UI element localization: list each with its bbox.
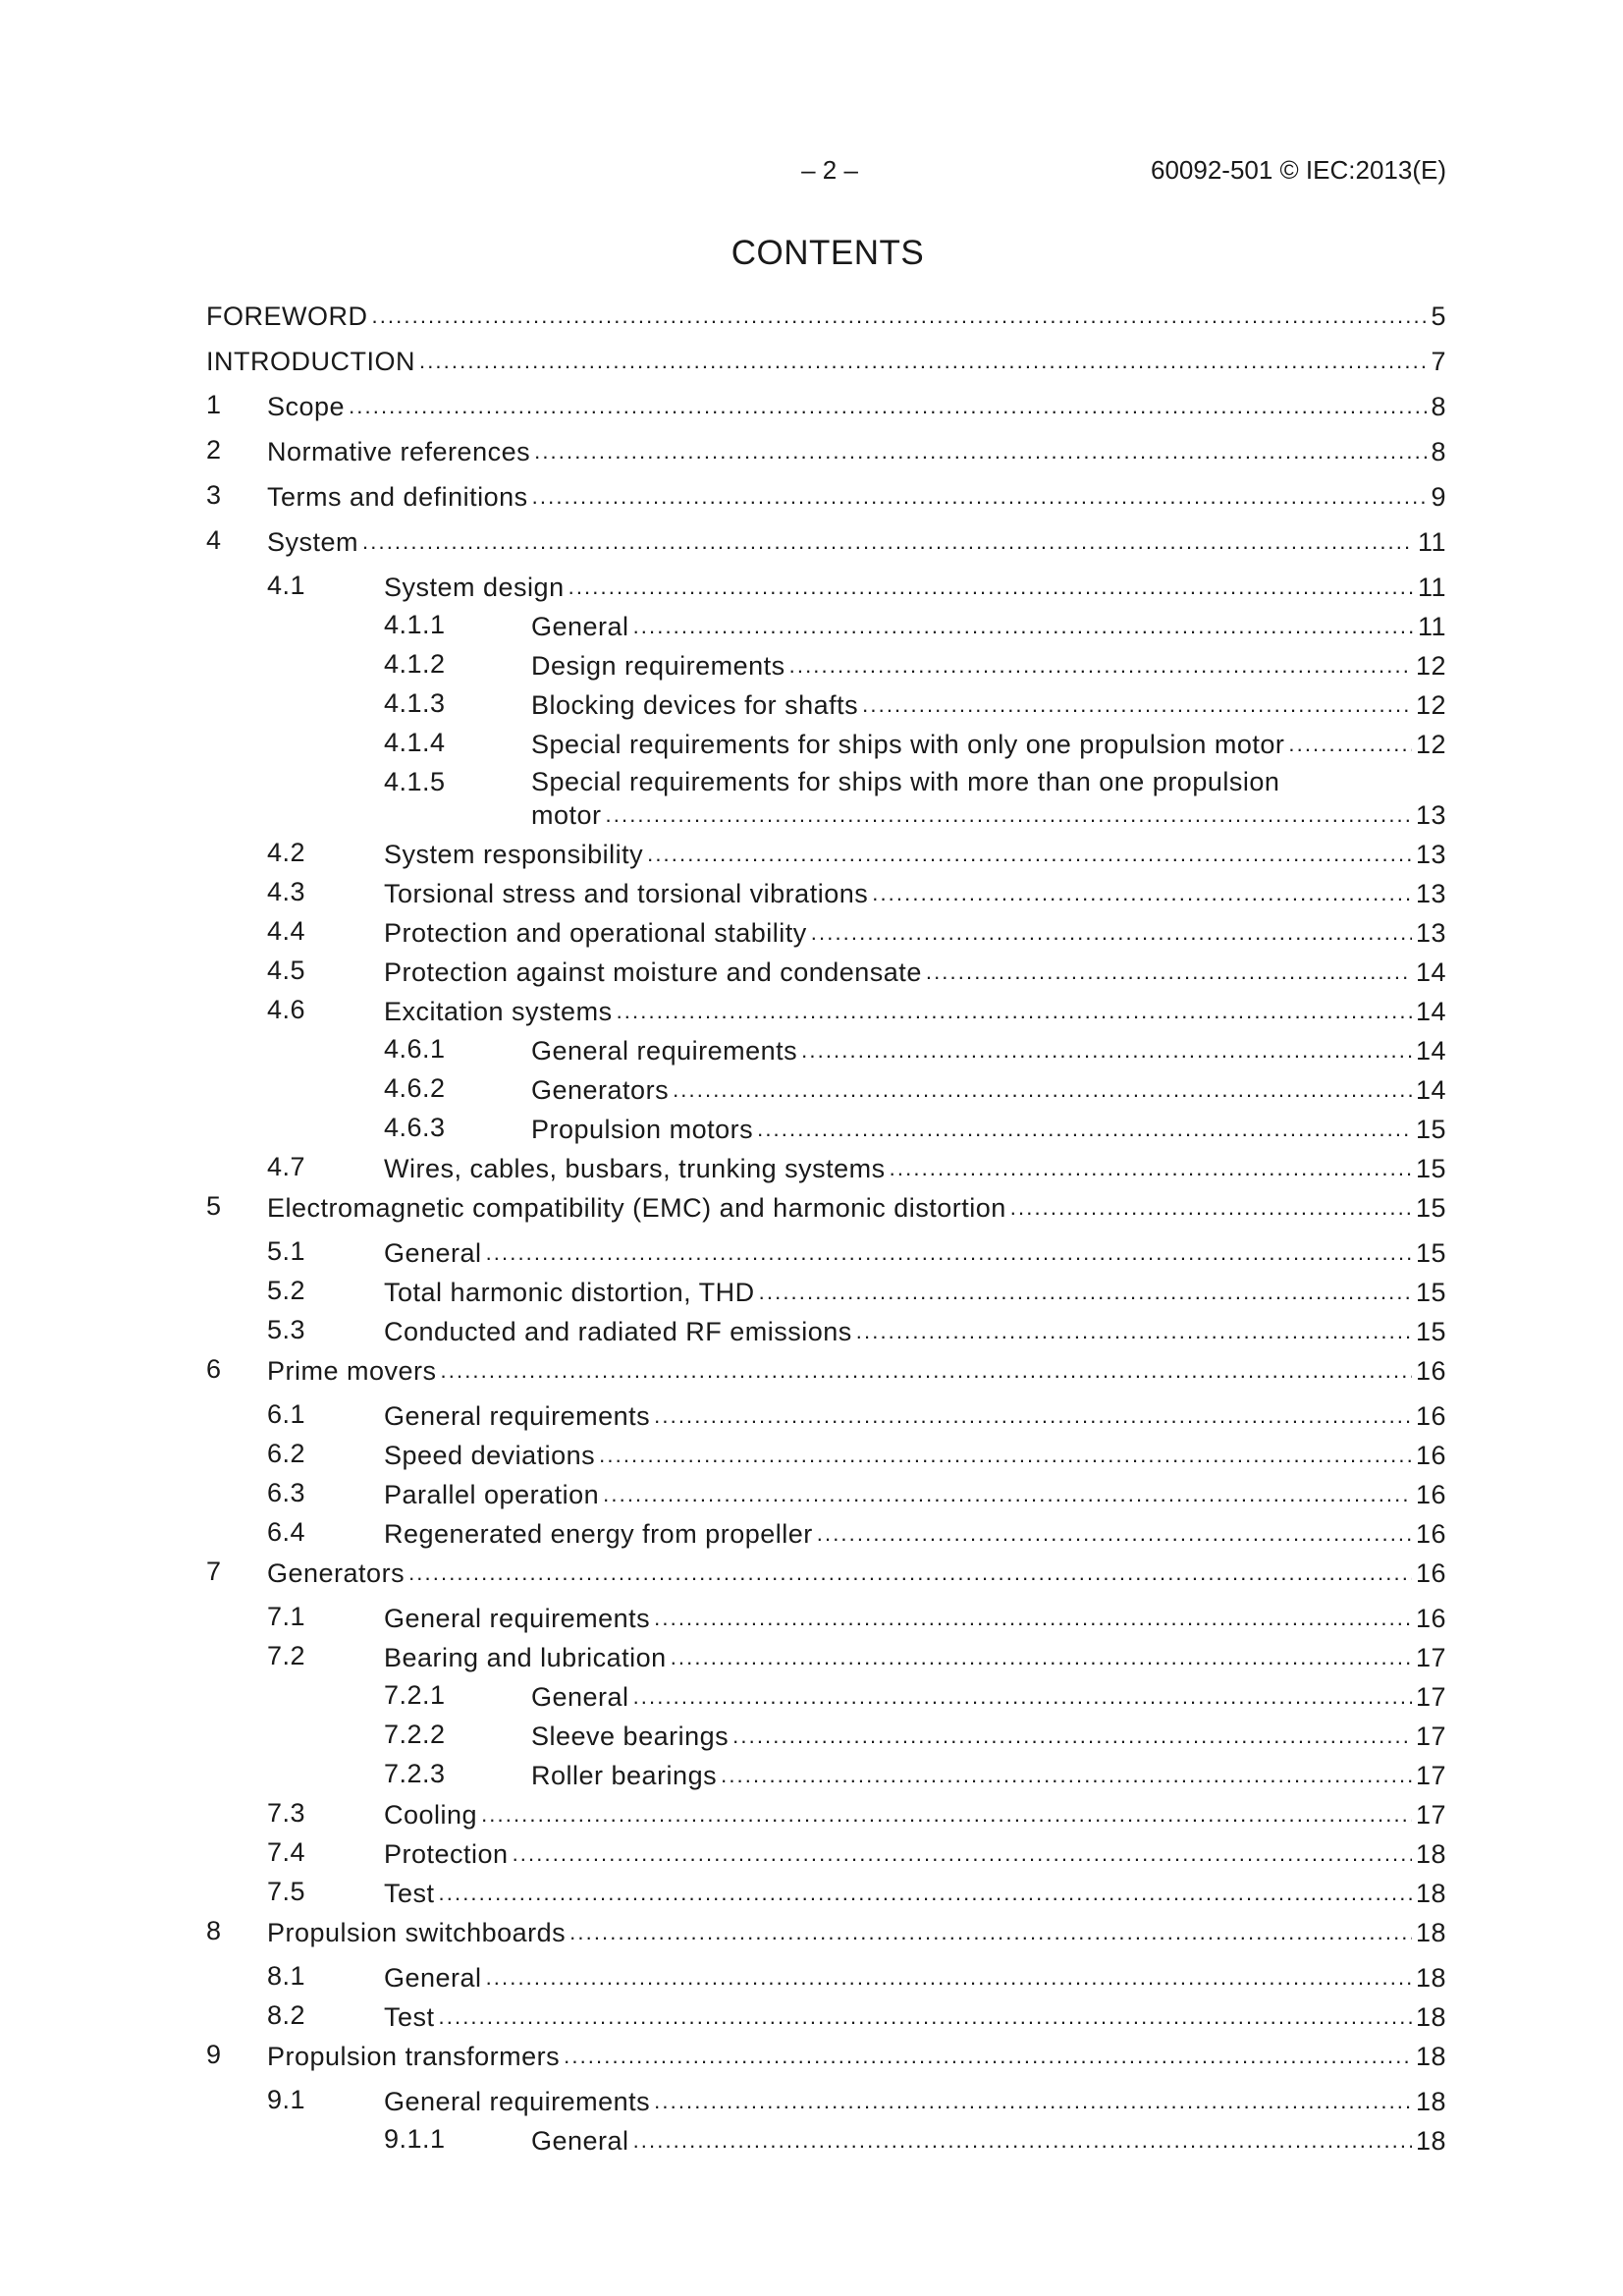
dot-leader [817, 1516, 1412, 1550]
toc-entry-number: 4.1.2 [384, 649, 446, 679]
toc-entry-page: 18 [1415, 1839, 1446, 1869]
document-reference: 60092-501 © IEC:2013(E) [1150, 155, 1446, 185]
page-title: CONTENTS [730, 234, 925, 272]
toc-entry-number: 5.2 [267, 1276, 306, 1305]
dot-leader [801, 1033, 1412, 1066]
toc-entry-number: 5 [206, 1191, 222, 1221]
toc-entry-page: 18 [1415, 1963, 1446, 1993]
dot-leader [633, 2123, 1412, 2157]
toc-entry-title: Blocking devices for shafts [531, 690, 859, 720]
toc-entry-title: System design [384, 573, 565, 602]
toc-entry-page: 13 [1415, 879, 1446, 908]
toc-entry-number: 6.2 [267, 1439, 306, 1468]
toc-entry-page: 8 [1431, 437, 1446, 466]
toc-entry-title: Special requirements for ships with more than one propulsion [531, 767, 1280, 796]
toc-entry-page: 15 [1415, 1278, 1446, 1307]
dot-leader [486, 1960, 1412, 1994]
dot-leader [633, 609, 1414, 642]
toc-entry-page: 17 [1415, 1761, 1446, 1790]
toc-entry-page: 18 [1415, 2087, 1446, 2116]
toc-entry-title: Speed deviations [384, 1441, 596, 1470]
dot-leader [349, 389, 1427, 422]
toc-entry-number: 4.1.5 [384, 767, 446, 796]
toc-entry-page: 16 [1415, 1441, 1446, 1470]
toc-entry-title: General requirements [384, 1604, 651, 1633]
toc-entry-title: Excitation systems [384, 997, 613, 1026]
dot-leader [481, 1797, 1412, 1831]
toc-entry-number: 9 [206, 2040, 222, 2069]
toc-entry-number: 8.1 [267, 1961, 306, 1991]
toc-entry-title: General [531, 2126, 629, 2156]
dot-leader [408, 1556, 1412, 1589]
toc-entry-page: 12 [1415, 730, 1446, 759]
toc-entry-title: Parallel operation [384, 1480, 600, 1509]
toc-entry-title: Roller bearings [531, 1761, 718, 1790]
toc-entry-page: 16 [1415, 1519, 1446, 1549]
toc-entry-page: 8 [1431, 392, 1446, 421]
dot-leader [811, 915, 1412, 949]
toc-entry-page: 16 [1415, 1558, 1446, 1588]
toc-entry-page: 5 [1431, 301, 1446, 331]
toc-entry-title: Wires, cables, busbars, trunking systems [384, 1154, 886, 1183]
dot-leader [671, 1640, 1412, 1673]
toc-entry-page: 11 [1417, 573, 1446, 602]
toc-entry-title: Propulsion motors [531, 1115, 754, 1144]
toc-entry-number: 6.1 [267, 1399, 306, 1429]
toc-entry-number: 4.6.1 [384, 1034, 446, 1064]
toc-entry-number: 6 [206, 1354, 222, 1384]
toc-entry-page: 11 [1417, 527, 1446, 557]
dot-leader [439, 1876, 1412, 1909]
toc-entry-page: 13 [1415, 800, 1446, 830]
toc-entry-page: 15 [1415, 1317, 1446, 1346]
toc-entry-title: Test [384, 2002, 435, 2032]
dot-leader [862, 687, 1412, 721]
toc-entry-number: 4.5 [267, 956, 306, 985]
dot-leader [654, 1601, 1412, 1634]
toc-entry-number: 7.3 [267, 1798, 306, 1828]
toc-entry-number: 7.1 [267, 1602, 306, 1631]
dot-leader [568, 570, 1414, 603]
toc-entry-page: 16 [1415, 1356, 1446, 1386]
toc-entry-page: 15 [1415, 1115, 1446, 1144]
dot-leader [599, 1438, 1412, 1471]
toc-entry-number: 2 [206, 435, 222, 465]
toc-entry-number: 4.4 [267, 916, 306, 946]
dot-leader [439, 1999, 1412, 2033]
toc-entry-number: 8.2 [267, 2000, 306, 2030]
toc-entry-page: 14 [1415, 1036, 1446, 1066]
toc-entry-page: 18 [1415, 1918, 1446, 1947]
toc-entry-title: Electromagnetic compatibility (EMC) and harmonic distortion [267, 1193, 1006, 1223]
toc-entry-title: Conducted and radiated RF emissions [384, 1317, 852, 1346]
dot-leader [606, 797, 1412, 831]
toc-entry-title: Torsional stress and torsional vibrations [384, 879, 869, 908]
toc-entry-page: 16 [1415, 1401, 1446, 1431]
toc-entry-title: General [531, 1682, 629, 1712]
dot-leader [789, 648, 1412, 682]
toc-entry-title: Generators [267, 1558, 406, 1588]
toc-entry-page: 15 [1415, 1193, 1446, 1223]
dot-leader [532, 479, 1428, 513]
dot-leader [513, 1836, 1412, 1870]
dot-leader [569, 1915, 1412, 1948]
toc-entry-title: Generators [531, 1075, 670, 1105]
toc-entry-number: 9.1 [267, 2085, 306, 2114]
dot-leader [647, 837, 1412, 870]
page-number: – 2 – [801, 155, 858, 185]
dot-leader [617, 994, 1412, 1027]
toc-entry-page: 16 [1415, 1604, 1446, 1633]
toc-entry-page: 17 [1415, 1682, 1446, 1712]
dot-leader [673, 1072, 1412, 1106]
toc-entry-title-continued: motor [531, 800, 602, 830]
toc-entry-page: 7 [1431, 347, 1446, 376]
toc-entry-number: 7.2 [267, 1641, 306, 1670]
toc-entry-number: 7.2.3 [384, 1759, 446, 1788]
toc-entry-number: 4.1.3 [384, 688, 446, 718]
toc-entry-number: 4.6.2 [384, 1073, 446, 1103]
toc-entry-title: Design requirements [531, 651, 785, 681]
toc-entry-page: 13 [1415, 918, 1446, 948]
toc-entry-title: Terms and definitions [267, 482, 528, 512]
toc-entry-title: General requirements [384, 2087, 651, 2116]
dot-leader [890, 1151, 1412, 1184]
toc-entry-title: INTRODUCTION [206, 347, 415, 376]
toc-entry-title: Total harmonic distortion, THD [384, 1278, 755, 1307]
toc-entry-title: Scope [267, 392, 346, 421]
dot-leader [757, 1112, 1412, 1145]
dot-leader [721, 1758, 1412, 1791]
toc-entry-title: FOREWORD [206, 301, 368, 331]
toc-entry-page: 17 [1415, 1722, 1446, 1751]
toc-entry-number: 4.6 [267, 995, 306, 1024]
toc-entry-number: 8 [206, 1916, 222, 1945]
toc-entry-number: 4.3 [267, 877, 306, 906]
toc-entry-number: 6.4 [267, 1517, 306, 1547]
dot-leader [654, 1398, 1412, 1432]
dot-leader [362, 524, 1414, 558]
dot-leader [856, 1314, 1412, 1347]
toc-entry-page: 14 [1415, 1075, 1446, 1105]
toc-entry-number: 4.2 [267, 838, 306, 867]
dot-leader [419, 344, 1427, 377]
toc-entry-page: 18 [1415, 2002, 1446, 2032]
toc-entry-title: Special requirements for ships with only one propulsion motor [531, 730, 1285, 759]
toc-entry-number: 5.1 [267, 1236, 306, 1266]
toc-entry-title: Protection and operational stability [384, 918, 807, 948]
dot-leader [564, 2039, 1412, 2072]
toc-entry-title: General requirements [531, 1036, 798, 1066]
toc-entry-title: System [267, 527, 359, 557]
toc-entry-number: 4.1 [267, 571, 306, 600]
toc-entry-title: Prime movers [267, 1356, 437, 1386]
toc-entry-number: 9.1.1 [384, 2124, 446, 2154]
dot-leader [534, 434, 1427, 467]
toc-entry-page: 17 [1415, 1643, 1446, 1672]
toc-entry-page: 13 [1415, 840, 1446, 869]
dot-leader [371, 299, 1427, 332]
dot-leader [872, 876, 1412, 909]
toc-entry-page: 14 [1415, 957, 1446, 987]
toc-entry-number: 7 [206, 1557, 222, 1586]
dot-leader [654, 2084, 1412, 2117]
toc-entry-number: 7.4 [267, 1837, 306, 1867]
toc-entry-number: 1 [206, 390, 222, 419]
toc-entry-number: 6.3 [267, 1478, 306, 1507]
toc-entry-number: 7.2.1 [384, 1680, 446, 1710]
toc-entry-page: 11 [1417, 612, 1446, 641]
toc-entry-page: 14 [1415, 997, 1446, 1026]
toc-entry-page: 18 [1415, 2042, 1446, 2071]
toc-entry-page: 18 [1415, 2126, 1446, 2156]
toc-entry-page: 9 [1431, 482, 1446, 512]
toc-entry-page: 12 [1415, 690, 1446, 720]
dot-leader [1288, 727, 1412, 760]
toc-entry-page: 12 [1415, 651, 1446, 681]
toc-entry-title: Propulsion switchboards [267, 1918, 567, 1947]
toc-entry-number: 4.1.4 [384, 728, 446, 757]
toc-entry-number: 7.2.2 [384, 1720, 446, 1749]
dot-leader [1010, 1190, 1412, 1224]
dot-leader [732, 1719, 1412, 1752]
toc-entry-title: General [531, 612, 629, 641]
toc-entry-title: General [384, 1963, 482, 1993]
toc-entry-number: 4.1.1 [384, 610, 446, 639]
dot-leader [441, 1353, 1412, 1387]
toc-entry-title: Regenerated energy from propeller [384, 1519, 813, 1549]
toc-entry-page: 17 [1415, 1800, 1446, 1830]
toc-entry-title: Normative references [267, 437, 531, 466]
toc-entry-title: Cooling [384, 1800, 478, 1830]
toc-entry-title: Sleeve bearings [531, 1722, 730, 1751]
toc-entry-number: 5.3 [267, 1315, 306, 1344]
toc-entry-page: 16 [1415, 1480, 1446, 1509]
toc-entry-number: 4 [206, 525, 222, 555]
toc-entry-number: 4.7 [267, 1152, 306, 1181]
dot-leader [759, 1275, 1412, 1308]
toc-entry-title: Bearing and lubrication [384, 1643, 667, 1672]
dot-leader [486, 1235, 1412, 1269]
toc-entry-title: General requirements [384, 1401, 651, 1431]
toc-entry-title: Test [384, 1879, 435, 1908]
toc-entry-page: 18 [1415, 1879, 1446, 1908]
dot-leader [603, 1477, 1412, 1510]
toc-entry-number: 7.5 [267, 1877, 306, 1906]
toc-entry-title: Protection against moisture and condensate [384, 957, 922, 987]
toc-entry-title: Protection [384, 1839, 509, 1869]
toc-entry-title: General [384, 1238, 482, 1268]
toc-entry-number: 4.6.3 [384, 1113, 446, 1142]
dot-leader [633, 1679, 1412, 1713]
dot-leader [926, 955, 1412, 988]
toc-entry-title: Propulsion transformers [267, 2042, 561, 2071]
toc-entry-page: 15 [1415, 1154, 1446, 1183]
toc-entry-number: 3 [206, 480, 222, 510]
toc-entry-title: System responsibility [384, 840, 644, 869]
toc-entry-page: 15 [1415, 1238, 1446, 1268]
